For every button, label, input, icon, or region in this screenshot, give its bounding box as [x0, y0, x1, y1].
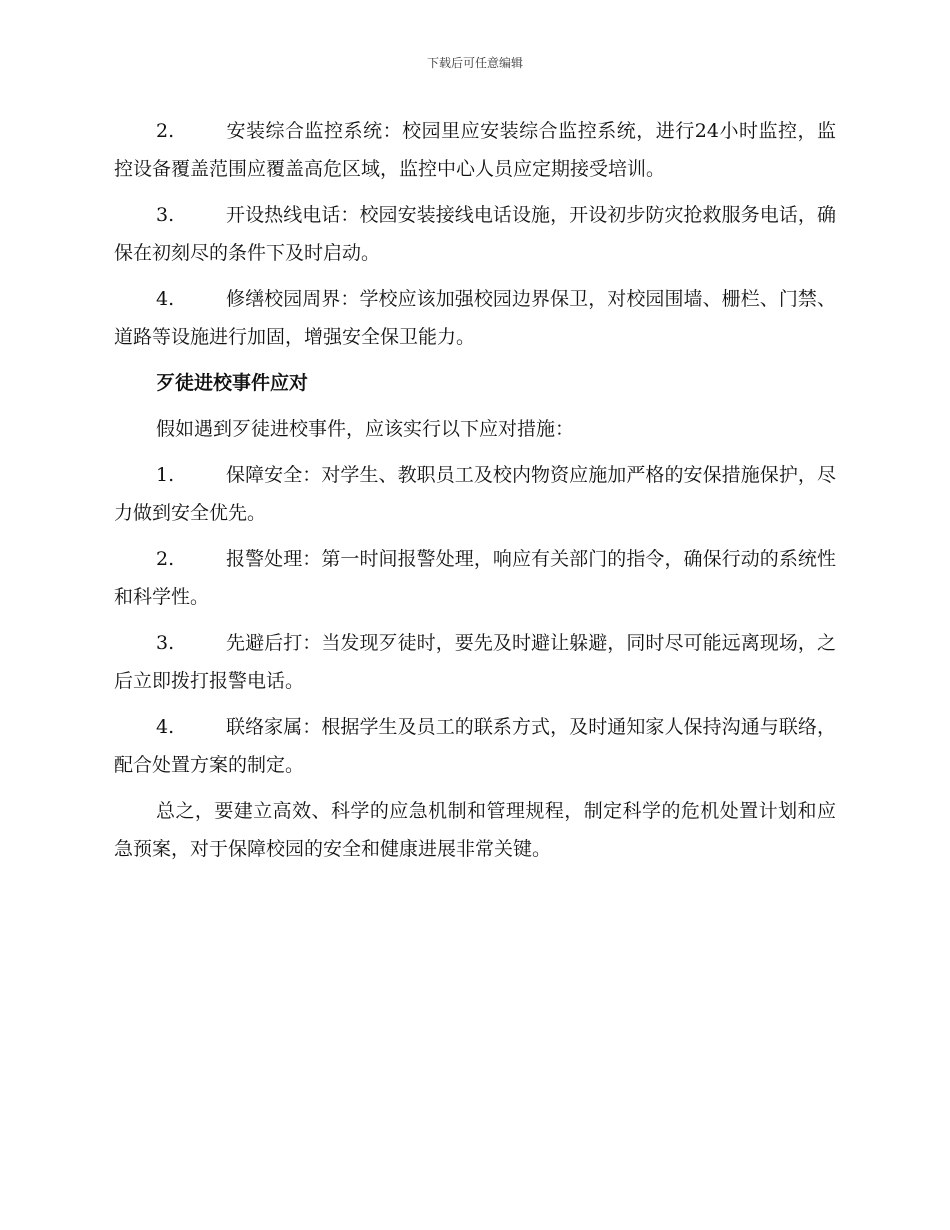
- list-item-evade: [114, 624, 836, 700]
- section-intro: 假如遇到歹徒进校事件，应该实行以下应对措施：: [156, 418, 575, 440]
- list-item-alarm: [114, 540, 836, 616]
- list-item-perimeter: [114, 280, 836, 356]
- summary-paragraph: 总之，要建立高效、科学的应急机制和管理规程，制定科学的危机处置计划和应急预案，对于保障校园的安全和健康进展非常关键。: [114, 800, 836, 860]
- list-item-text: 先避后打：当发现歹徒时，要先及时避让躲避，同时尽可能远离现场，之后立即拨打报警电话。: [114, 632, 836, 692]
- list-item-number: 4.: [156, 716, 175, 738]
- list-item-number: 2.: [156, 120, 175, 142]
- list-item-number: 2.: [156, 548, 175, 570]
- list-item-safety: [114, 456, 836, 532]
- document-body: [114, 112, 836, 876]
- list-item-number: 3.: [156, 204, 175, 226]
- list-item-number: 4.: [156, 288, 175, 310]
- list-item-number: 1.: [156, 464, 175, 486]
- section-heading: 歹徒进校事件应对: [156, 372, 309, 394]
- list-item-number: 3.: [156, 632, 175, 654]
- list-item-text: 修缮校园周界：学校应该加强校园边界保卫，对校园围墙、栅栏、门禁、道路等设施进行加固，增强安全保卫能力。: [114, 288, 836, 348]
- list-item-text: 安装综合监控系统：校园里应安装综合监控系统，进行24小时监控，监控设备覆盖范围应覆盖高危区域，监控中心人员应定期接受培训。: [114, 120, 836, 180]
- list-item-text: 报警处理：第一时间报警处理，响应有关部门的指令，确保行动的系统性和科学性。: [114, 548, 836, 608]
- list-item-text: 开设热线电话：校园安装接线电话设施，开设初步防灾抢救服务电话，确保在初刻尽的条件下及时启动。: [114, 204, 836, 264]
- list-item-text: 联络家属：根据学生及员工的联系方式，及时通知家人保持沟通与联络，配合处置方案的制定。: [114, 716, 836, 776]
- list-item-family: [114, 708, 836, 784]
- page-header: 下载后可任意编辑: [426, 56, 523, 70]
- list-item-monitoring: [114, 112, 836, 188]
- list-item-hotline: [114, 196, 836, 272]
- list-item-text: 保障安全：对学生、教职员工及校内物资应施加严格的安保措施保护，尽力做到安全优先。: [114, 464, 836, 524]
